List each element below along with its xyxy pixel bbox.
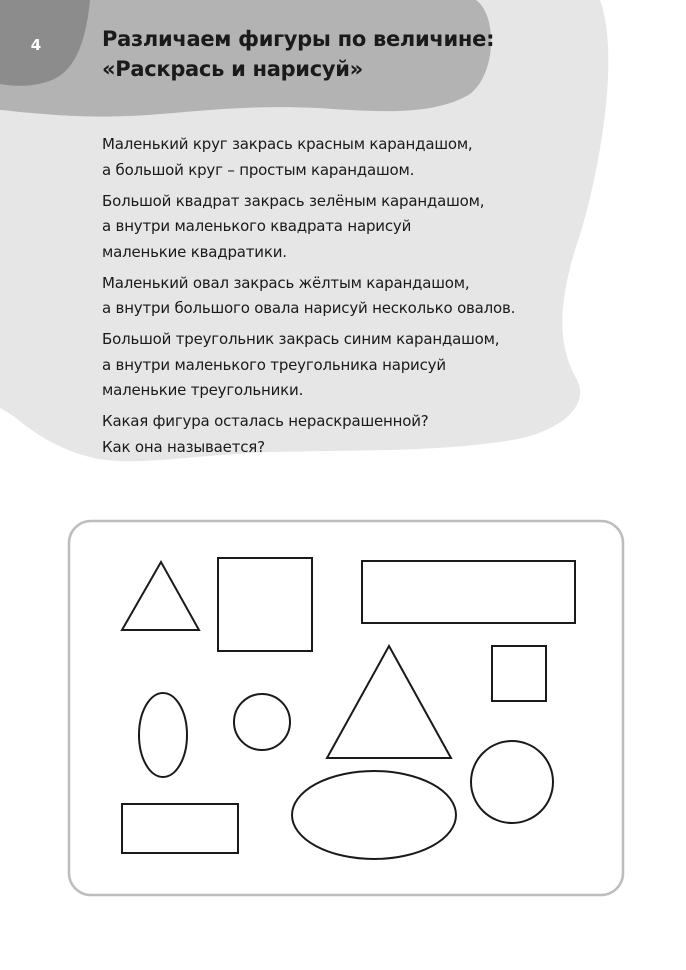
large-circle[interactable] (471, 741, 553, 823)
title-line-1: Различаем фигуры по величине: (102, 27, 495, 51)
small-rectangle[interactable] (122, 804, 238, 853)
instruction-line: а внутри большого овала нарисуй несколько овалов. (102, 299, 516, 317)
small-circle[interactable] (234, 694, 290, 750)
instruction-line: а внутри маленького треугольника нарисуй (102, 355, 446, 374)
small-oval[interactable] (139, 693, 187, 777)
title-line-2: «Раскрась и нарисуй» (102, 57, 363, 81)
large-rectangle[interactable] (362, 561, 575, 623)
instruction-line: Большой треугольник закрась синим карандашом, (102, 330, 500, 348)
instruction-line: Какая фигура осталась нераскрашенной? (102, 412, 429, 430)
instruction-line: а внутри маленького квадрата нарисуй (102, 217, 412, 235)
instruction-line: маленькие треугольники. (102, 381, 304, 399)
large-oval[interactable] (292, 771, 456, 859)
instruction-line: а большой круг – простым карандашом. (102, 160, 415, 179)
instruction-line: Как она называется? (102, 437, 265, 456)
instruction-line: Маленький круг закрась красным карандашом, (102, 135, 473, 153)
page-number: 4 (30, 36, 42, 54)
small-square[interactable] (492, 646, 546, 701)
instruction-line: маленькие квадратики. (102, 242, 287, 261)
instruction-line: Большой квадрат закрась зелёным карандашом, (102, 191, 485, 210)
instruction-line: Маленький овал закрась жёлтым карандашом, (102, 273, 470, 292)
large-square[interactable] (218, 558, 312, 651)
